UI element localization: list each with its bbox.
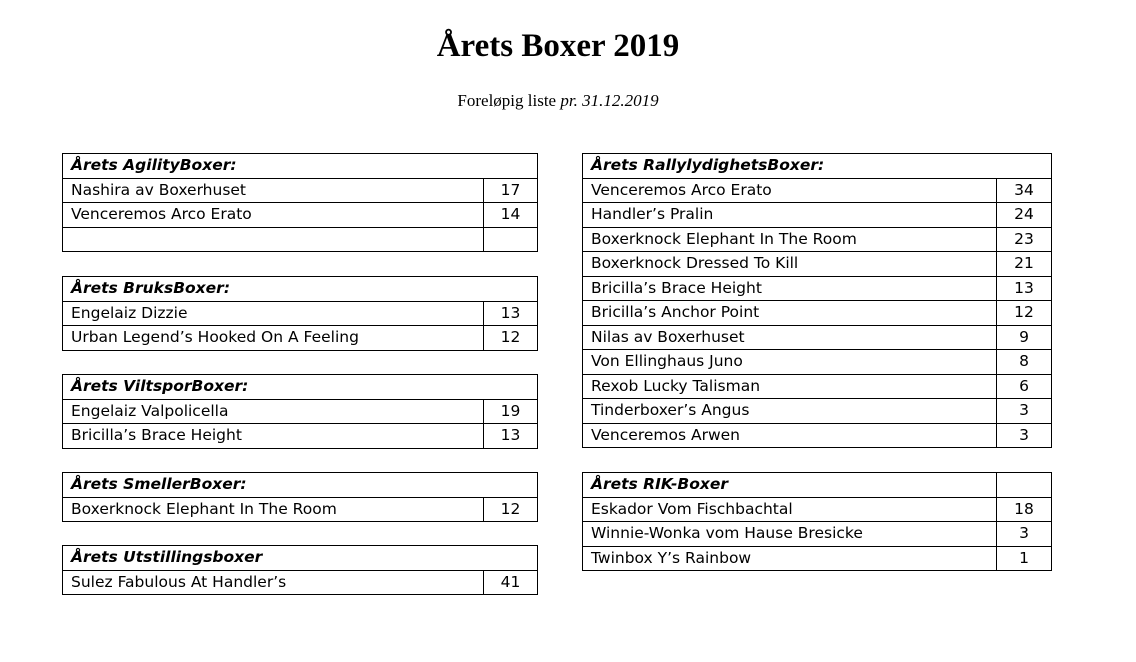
table-header-row: [583, 154, 1052, 179]
dog-name: Tinderboxer’s Angus: [583, 399, 997, 424]
table-row: [63, 301, 538, 326]
table-row: [583, 423, 1052, 448]
dog-name: Nilas av Boxerhuset: [583, 325, 997, 350]
points: 1: [997, 546, 1052, 571]
points: 13: [997, 276, 1052, 301]
dog-name: Bricilla’s Anchor Point: [583, 301, 997, 326]
section-heading: Årets AgilityBoxer:: [63, 154, 538, 179]
table-row: [583, 497, 1052, 522]
points: 13: [484, 301, 538, 326]
dog-name: Rexob Lucky Talisman: [583, 374, 997, 399]
table-row: [583, 203, 1052, 228]
dog-name: Nashira av Boxerhuset: [63, 178, 484, 203]
table-row: [63, 497, 538, 522]
utstilling-table: [62, 545, 538, 595]
page-subtitle: [0, 91, 1116, 111]
dog-name: Venceremos Arco Erato: [63, 203, 484, 228]
points: 12: [997, 301, 1052, 326]
points: [484, 227, 538, 252]
points: 12: [484, 497, 538, 522]
points: 17: [484, 178, 538, 203]
points: 18: [997, 497, 1052, 522]
dog-name: Boxerknock Elephant In The Room: [583, 227, 997, 252]
dog-name: Bricilla’s Brace Height: [583, 276, 997, 301]
dog-name: Winnie-Wonka vom Hause Bresicke: [583, 522, 997, 547]
table-row: [583, 325, 1052, 350]
dog-name: Handler’s Pralin: [583, 203, 997, 228]
table-header-row: [63, 546, 538, 571]
points: 3: [997, 423, 1052, 448]
table-row: [63, 424, 538, 449]
dog-name: Engelaiz Dizzie: [63, 301, 484, 326]
section-heading: Årets RallylydighetsBoxer:: [583, 154, 1052, 179]
table-row: [63, 178, 538, 203]
points: 6: [997, 374, 1052, 399]
dog-name: Engelaiz Valpolicella: [63, 399, 484, 424]
points: 23: [997, 227, 1052, 252]
table-row: [583, 546, 1052, 571]
points: 34: [997, 178, 1052, 203]
table-row: [583, 301, 1052, 326]
table-row: [583, 252, 1052, 277]
dog-name: Venceremos Arco Erato: [583, 178, 997, 203]
table-row: [63, 326, 538, 351]
table-row: [583, 178, 1052, 203]
dog-name: [63, 227, 484, 252]
dog-name: Eskador Vom Fischbachtal: [583, 497, 997, 522]
subtitle-date: pr. 31.12.2019: [560, 91, 659, 110]
rally-table: [582, 153, 1052, 448]
points: 19: [484, 399, 538, 424]
agility-table: [62, 153, 538, 252]
table-header-row: [63, 277, 538, 302]
section-heading: Årets RIK-Boxer: [583, 473, 997, 498]
smeller-table: [62, 472, 538, 522]
table-row: [583, 227, 1052, 252]
points: 12: [484, 326, 538, 351]
table-row: [583, 522, 1052, 547]
dog-name: Urban Legend’s Hooked On A Feeling: [63, 326, 484, 351]
section-heading: Årets Utstillingsboxer: [63, 546, 538, 571]
table-row: [63, 227, 538, 252]
points: 13: [484, 424, 538, 449]
table-row: [63, 203, 538, 228]
table-row: [583, 399, 1052, 424]
subtitle-prefix: Foreløpig liste: [457, 91, 557, 110]
dog-name: Boxerknock Dressed To Kill: [583, 252, 997, 277]
table-row: [583, 374, 1052, 399]
viltspor-table: [62, 374, 538, 449]
section-heading: Årets BruksBoxer:: [63, 277, 538, 302]
table-row: [63, 570, 538, 595]
dog-name: Twinbox Y’s Rainbow: [583, 546, 997, 571]
table-header-row: [63, 154, 538, 179]
dog-name: Von Ellinghaus Juno: [583, 350, 997, 375]
dog-name: Bricilla’s Brace Height: [63, 424, 484, 449]
table-row: [583, 276, 1052, 301]
points: 41: [484, 570, 538, 595]
section-heading: Årets SmellerBoxer:: [63, 473, 538, 498]
empty-cell: [997, 473, 1052, 498]
points: 21: [997, 252, 1052, 277]
bruks-table: [62, 276, 538, 351]
points: 3: [997, 522, 1052, 547]
page-title: Årets Boxer 2019: [436, 28, 680, 64]
points: 14: [484, 203, 538, 228]
points: 8: [997, 350, 1052, 375]
table-row: [583, 350, 1052, 375]
rik-table: [582, 472, 1052, 571]
table-header-row: [583, 473, 1052, 498]
table-row: [63, 399, 538, 424]
dog-name: Venceremos Arwen: [583, 423, 997, 448]
dog-name: Boxerknock Elephant In The Room: [63, 497, 484, 522]
points: 9: [997, 325, 1052, 350]
table-header-row: [63, 473, 538, 498]
dog-name: Sulez Fabulous At Handler’s: [63, 570, 484, 595]
section-heading: Årets ViltsporBoxer:: [63, 375, 538, 400]
points: 3: [997, 399, 1052, 424]
table-header-row: [63, 375, 538, 400]
points: 24: [997, 203, 1052, 228]
